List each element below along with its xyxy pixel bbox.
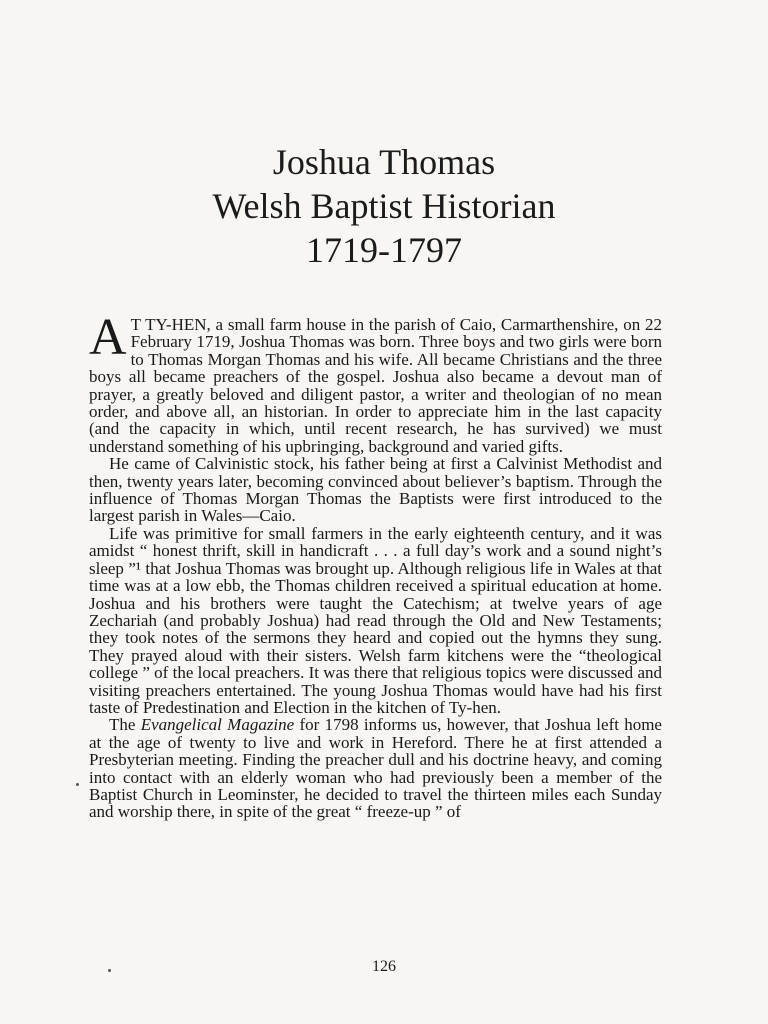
paragraph-4 — [89, 716, 662, 820]
title-line-dates: 1719-1797 — [306, 230, 462, 270]
paragraph-1-lead: T TY-HEN, — [130, 315, 211, 334]
paragraph-1 — [89, 309, 662, 456]
title-line-subtitle: Welsh Baptist Historian — [212, 186, 556, 226]
article-body — [89, 309, 662, 822]
paragraph-4-italic: Evangelical Magazine — [140, 715, 295, 735]
paragraph-2: He came of Calvinistic stock, his father being at first a Calvinist Methodist and then, twenty years later, becoming convinced about believer’s baptism. Through the influence of Thomas Morgan Thomas the Baptists were first introduced to the largest parish in Wales—Caio. — [89, 454, 662, 526]
scan-speck — [108, 969, 111, 972]
drop-cap: A — [89, 309, 127, 366]
page-title — [0, 140, 768, 272]
title-line-name: Joshua Thomas — [272, 142, 496, 182]
paragraph-1-text: a small farm house in the parish of Caio, Carmarthenshire, on 22 February 1719, Joshua Thomas was born. Three boys and two girls were born to Thomas Morgan Thomas and his wife. All became Christians and the three boys all became preachers of the gospel. Joshua also became a devout man of prayer, a greatly beloved and diligent pastor, a writer and theologian of no mean order, and above all, an historian. In order to appreciate him in the last capacity (and the capacity in which, until recent research, he has survived) we must understand something of his upbringing, background and varied gifts. — [89, 315, 662, 456]
paragraph-4-lead: The — [109, 715, 141, 735]
paragraph-3: Life was primitive for small farmers in the early eighteenth century, and it was amidst “ honest thrift, skill in handicraft . . . a full day’s work and a sound night’s sleep ”¹ that Joshua Thomas was brought up. Although religious life in Wales at that time was at a low ebb, the Thomas children received a spiritual education at home. Joshua and his brothers were taught the Catechism; at twelve years of age Zechariah (and probably Joshua) had read through the Old and New Testaments; they took notes of the sermons they heard and copied out the hymns they sung. They prayed aloud with their sisters. Welsh farm kitchens were the “theological college ” of the local preachers. It was there that religious topics were discussed and visiting preachers entertained. The young Joshua Thomas would have had his first taste of Predestination and Election in the kitchen of Ty-hen. — [89, 523, 662, 717]
paragraph-4-text: for 1798 informs us, however, that Joshua left home at the age of twenty to live and work in Hereford. There he at first attended a Presbyterian meeting. Finding the preacher dull and his doctrine heavy, and coming into contact with an elderly woman who had previously been a member of the Baptist Church in Leominster, he decided to travel the thirteen miles each Sunday and worship there, in spite of the great “ freeze-up ” of — [89, 715, 662, 822]
page-number: 126 — [372, 958, 396, 975]
scan-speck — [76, 783, 79, 786]
